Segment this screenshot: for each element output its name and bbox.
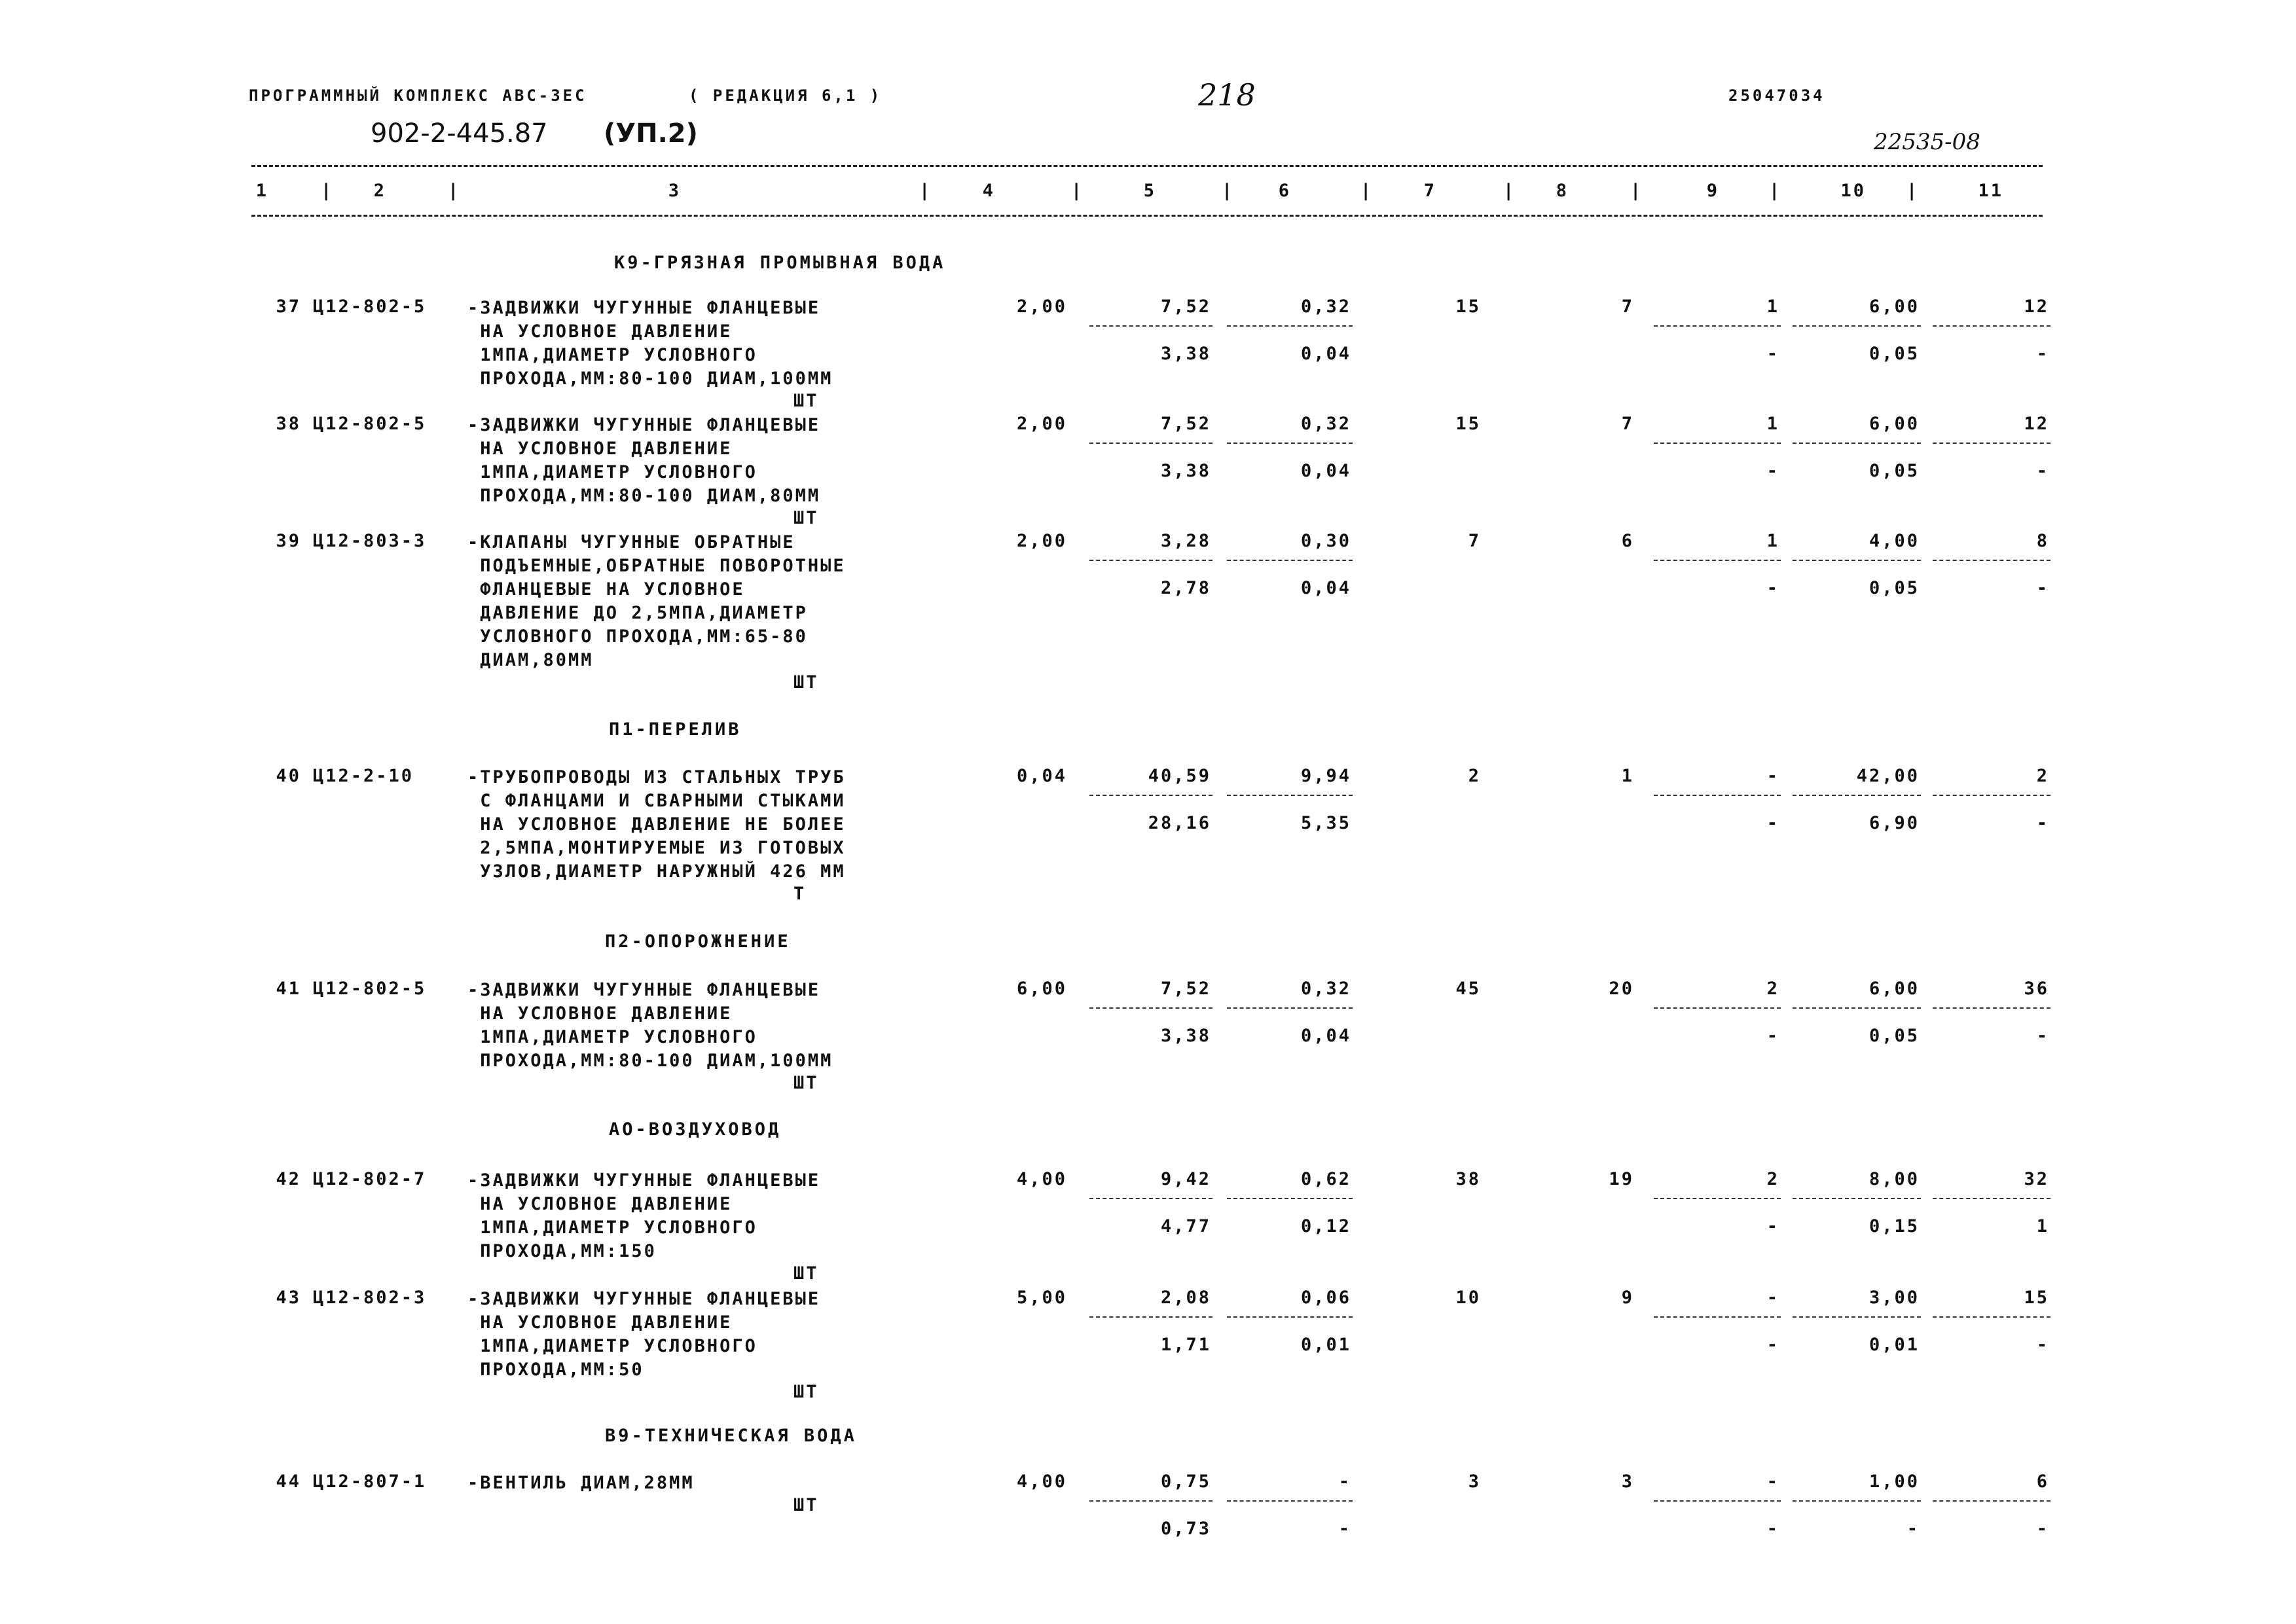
column-header: 6: [1278, 181, 1291, 201]
section-heading: В9-ТЕХНИЧЕСКАЯ ВОДА: [605, 1426, 857, 1446]
cell-c10b: -: [1906, 1519, 1920, 1539]
column-header: 8: [1556, 181, 1569, 201]
fraction-rule: [1654, 1007, 1781, 1009]
fraction-rule: [1227, 1198, 1353, 1199]
cell-c6b: 0,04: [1300, 461, 1351, 481]
cell-c9b: -: [1766, 461, 1779, 481]
work-description: -ЗАДВИЖКИ ЧУГУННЫЕ ФЛАНЦЕВЫЕ НА УСЛОВНОЕ ДАВЛЕНИЕ 1МПА,ДИАМЕТР УСЛОВНОГО ПРОХОДА,ММ:80-100 ДИАМ,100ММ: [467, 980, 833, 1071]
unit-label: ШТ: [793, 391, 819, 411]
cell-c5: 7,52: [1160, 414, 1211, 434]
cell-c9: -: [1766, 1288, 1779, 1308]
cell-c11: 2: [2036, 766, 2049, 786]
cell-c10b: 0,05: [1868, 461, 1920, 481]
cell-c9b: -: [1766, 578, 1779, 598]
cell-c9: 2: [1766, 979, 1779, 999]
column-header: 9: [1706, 181, 1719, 201]
column-header: 11: [1978, 181, 2003, 201]
cell-c9b: -: [1766, 1026, 1779, 1046]
cell-c11b: -: [2036, 813, 2049, 833]
cell-c6b: 5,35: [1300, 813, 1351, 833]
cell-c6b: 0,01: [1300, 1335, 1351, 1355]
cell-c9: 1: [1766, 297, 1779, 317]
cell-c5b: 3,38: [1160, 461, 1211, 481]
fraction-rule: [1089, 1007, 1212, 1009]
cell-c6: 0,06: [1300, 1288, 1351, 1308]
fraction-rule: [1793, 325, 1921, 327]
section-heading: К9-ГРЯЗНАЯ ПРОМЫВНАЯ ВОДА: [614, 253, 946, 273]
cell-c4: 6,00: [1016, 979, 1067, 999]
column-header: 2: [373, 181, 386, 201]
fraction-rule: [1089, 1198, 1212, 1199]
cell-c11: 15: [2024, 1288, 2049, 1308]
cell-c5b: 0,73: [1160, 1519, 1211, 1539]
fraction-rule: [1793, 442, 1921, 444]
work-description: -ЗАДВИЖКИ ЧУГУННЫЕ ФЛАНЦЕВЫЕ НА УСЛОВНОЕ ДАВЛЕНИЕ 1МПА,ДИАМЕТР УСЛОВНОГО ПРОХОДА,ММ:80-100 ДИАМ,100ММ: [467, 298, 833, 389]
fraction-rule: [1793, 1198, 1921, 1199]
cell-c7: 15: [1455, 297, 1481, 317]
cell-c11b: -: [2036, 344, 2049, 364]
fraction-rule: [1654, 560, 1781, 561]
cell-c11b: -: [2036, 1335, 2049, 1355]
cell-c5: 40,59: [1148, 766, 1211, 786]
cell-c10: 6,00: [1868, 414, 1920, 434]
norm-code: Ц12-802-3: [313, 1288, 427, 1308]
cell-c7: 45: [1455, 979, 1481, 999]
cell-c11b: -: [2036, 461, 2049, 481]
unit-label: ШТ: [793, 1495, 819, 1515]
fraction-rule: [1227, 795, 1353, 796]
cell-c8: 1: [1621, 766, 1634, 786]
fraction-rule: [1933, 560, 2050, 561]
cell-c10: 8,00: [1868, 1169, 1920, 1189]
cell-c7: 2: [1468, 766, 1481, 786]
cell-c10: 1,00: [1868, 1471, 1920, 1492]
row-number: 41: [276, 979, 301, 999]
row-number: 38: [276, 414, 301, 434]
cell-c5b: 2,78: [1160, 578, 1211, 598]
cell-c6: 0,30: [1300, 531, 1351, 551]
fraction-rule: [1089, 325, 1212, 327]
cell-c5b: 28,16: [1148, 813, 1211, 833]
cell-c7: 15: [1455, 414, 1481, 434]
fraction-rule: [1933, 795, 2050, 796]
cell-c10b: 0,05: [1868, 578, 1920, 598]
fraction-rule: [1654, 1316, 1781, 1318]
cell-c11: 36: [2024, 979, 2049, 999]
cell-c11: 12: [2024, 414, 2049, 434]
fraction-rule: [1793, 560, 1921, 561]
norm-code: Ц12-802-7: [313, 1169, 427, 1189]
cell-c8: 20: [1609, 979, 1634, 999]
unit-label: ШТ: [793, 672, 819, 693]
cell-c5b: 3,38: [1160, 1026, 1211, 1046]
cell-c5: 9,42: [1160, 1169, 1211, 1189]
fraction-rule: [1654, 795, 1781, 796]
cell-c6: 0,62: [1300, 1169, 1351, 1189]
cell-c8: 19: [1609, 1169, 1634, 1189]
cell-c11: 12: [2024, 297, 2049, 317]
cell-c11b: 1: [2036, 1216, 2049, 1236]
fraction-rule: [1089, 560, 1212, 561]
cell-c4: 2,00: [1016, 531, 1067, 551]
cell-c4: 4,00: [1016, 1169, 1067, 1189]
cell-c4: 2,00: [1016, 297, 1067, 317]
fraction-rule: [1227, 442, 1353, 444]
cell-c6b: 0,12: [1300, 1216, 1351, 1236]
header-bottom-rule: [251, 215, 2043, 217]
fraction-rule: [1227, 1316, 1353, 1318]
row-number: 44: [276, 1471, 301, 1492]
column-separator: |: [1222, 181, 1235, 201]
column-separator: |: [919, 181, 932, 201]
column-header: 10: [1840, 181, 1866, 201]
row-number: 40: [276, 766, 301, 786]
fraction-rule: [1793, 1500, 1921, 1502]
fraction-rule: [1654, 325, 1781, 327]
cell-c6: 0,32: [1300, 297, 1351, 317]
unit-label: Т: [793, 884, 807, 904]
column-header: 3: [668, 181, 681, 201]
work-description: -ЗАДВИЖКИ ЧУГУННЫЕ ФЛАНЦЕВЫЕ НА УСЛОВНОЕ ДАВЛЕНИЕ 1МПА,ДИАМЕТР УСЛОВНОГО ПРОХОДА,ММ:150: [467, 1170, 821, 1261]
work-description: -КЛАПАНЫ ЧУГУННЫЕ ОБРАТНЫЕ ПОДЪЕМНЫЕ,ОБРАТНЫЕ ПОВОРОТНЫЕ ФЛАНЦЕВЫЕ НА УСЛОВНОЕ ДАВЛЕНИЕ ДО 2,5МПА,ДИАМЕТР УСЛОВНОГО ПРОХОДА,ММ:65-80 ДИАМ,80ММ: [467, 532, 846, 670]
cell-c8: 9: [1621, 1288, 1634, 1308]
cell-c11b: -: [2036, 578, 2049, 598]
fraction-rule: [1089, 1316, 1212, 1318]
column-separator: |: [321, 181, 334, 201]
cell-c5b: 4,77: [1160, 1216, 1211, 1236]
norm-code: Ц12-807-1: [313, 1471, 427, 1492]
norm-code: Ц12-802-5: [313, 979, 427, 999]
column-separator: |: [1906, 181, 1920, 201]
cell-c9: 1: [1766, 414, 1779, 434]
cell-c10: 42,00: [1856, 766, 1920, 786]
fraction-rule: [1227, 1500, 1353, 1502]
header-top-rule: [251, 165, 2043, 167]
column-header: 4: [982, 181, 995, 201]
norm-code: Ц12-802-5: [313, 297, 427, 317]
cell-c11: 32: [2024, 1169, 2049, 1189]
cell-c9b: -: [1766, 344, 1779, 364]
norm-code: Ц12-2-10: [313, 766, 414, 786]
cell-c6: 0,32: [1300, 979, 1351, 999]
unit-label: ШТ: [793, 1263, 819, 1284]
fraction-rule: [1933, 1007, 2050, 1009]
row-number: 42: [276, 1169, 301, 1189]
cell-c5: 0,75: [1160, 1471, 1211, 1492]
edition-label: ( РЕДАКЦИЯ 6,1 ): [689, 86, 883, 105]
cell-c6b: -: [1338, 1519, 1351, 1539]
column-header: 7: [1423, 181, 1436, 201]
cell-c10: 3,00: [1868, 1288, 1920, 1308]
fraction-rule: [1227, 560, 1353, 561]
cell-c8: 3: [1621, 1471, 1634, 1492]
cell-c11: 8: [2036, 531, 2049, 551]
page-number: 218: [1198, 77, 1256, 113]
cell-c9: -: [1766, 1471, 1779, 1492]
column-separator: |: [1503, 181, 1516, 201]
cell-c10b: 0,01: [1868, 1335, 1920, 1355]
cell-c10: 6,00: [1868, 979, 1920, 999]
unit-label: ШТ: [793, 1073, 819, 1093]
cell-c10b: 0,05: [1868, 1026, 1920, 1046]
column-header: 1: [255, 181, 268, 201]
unit-label: ШТ: [793, 1382, 819, 1402]
fraction-rule: [1793, 1007, 1921, 1009]
row-number: 39: [276, 531, 301, 551]
work-description: -ЗАДВИЖКИ ЧУГУННЫЕ ФЛАНЦЕВЫЕ НА УСЛОВНОЕ ДАВЛЕНИЕ 1МПА,ДИАМЕТР УСЛОВНОГО ПРОХОДА,ММ:50: [467, 1289, 821, 1380]
fraction-rule: [1933, 1316, 2050, 1318]
fraction-rule: [1089, 442, 1212, 444]
cell-c11b: -: [2036, 1026, 2049, 1046]
column-separator: |: [1769, 181, 1782, 201]
stamp-number: 22535-08: [1874, 129, 1980, 155]
fraction-rule: [1793, 1316, 1921, 1318]
fraction-rule: [1654, 1500, 1781, 1502]
document-code: 25047034: [1728, 86, 1825, 105]
fraction-rule: [1933, 1198, 2050, 1199]
fraction-rule: [1933, 442, 2050, 444]
cell-c10b: 0,15: [1868, 1216, 1920, 1236]
cell-c4: 4,00: [1016, 1471, 1067, 1492]
column-header: 5: [1143, 181, 1156, 201]
cell-c5: 2,08: [1160, 1288, 1211, 1308]
cell-c10b: 0,05: [1868, 344, 1920, 364]
cell-c7: 10: [1455, 1288, 1481, 1308]
fraction-rule: [1089, 795, 1212, 796]
cell-c4: 0,04: [1016, 766, 1067, 786]
cell-c5b: 3,38: [1160, 344, 1211, 364]
cell-c7: 7: [1468, 531, 1481, 551]
fraction-rule: [1089, 1500, 1212, 1502]
unit-label: ШТ: [793, 508, 819, 528]
cell-c9b: -: [1766, 813, 1779, 833]
fraction-rule: [1654, 442, 1781, 444]
cell-c9b: -: [1766, 1216, 1779, 1236]
fraction-rule: [1227, 1007, 1353, 1009]
cell-c9: -: [1766, 766, 1779, 786]
fraction-rule: [1227, 325, 1353, 327]
cell-c6b: 0,04: [1300, 1026, 1351, 1046]
cell-c8: 6: [1621, 531, 1634, 551]
row-number: 43: [276, 1288, 301, 1308]
cell-c6: 9,94: [1300, 766, 1351, 786]
doc-number: 902-2-445.87: [371, 118, 548, 149]
section-heading: АО-ВОЗДУХОВОД: [609, 1119, 782, 1140]
cell-c6b: 0,04: [1300, 578, 1351, 598]
cell-c8: 7: [1621, 297, 1634, 317]
fraction-rule: [1933, 325, 2050, 327]
cell-c9: 2: [1766, 1169, 1779, 1189]
cell-c10b: 6,90: [1868, 813, 1920, 833]
column-separator: |: [1630, 181, 1643, 201]
section-heading: П1-ПЕРЕЛИВ: [609, 719, 742, 740]
cell-c5b: 1,71: [1160, 1335, 1211, 1355]
cell-c6: -: [1338, 1471, 1351, 1492]
cell-c9b: -: [1766, 1519, 1779, 1539]
column-separator: |: [1071, 181, 1084, 201]
norm-code: Ц12-802-5: [313, 414, 427, 434]
column-separator: |: [1360, 181, 1374, 201]
cell-c9b: -: [1766, 1335, 1779, 1355]
section-heading: П2-ОПОРОЖНЕНИЕ: [605, 931, 791, 952]
album-label: (УП.2): [604, 118, 698, 149]
cell-c5: 3,28: [1160, 531, 1211, 551]
program-title: ПРОГРАММНЫЙ КОМПЛЕКС АВС-ЗЕС: [249, 86, 587, 105]
fraction-rule: [1933, 1500, 2050, 1502]
cell-c11b: -: [2036, 1519, 2049, 1539]
work-description: -ВЕНТИЛЬ ДИАМ,28ММ: [467, 1473, 695, 1493]
cell-c10: 6,00: [1868, 297, 1920, 317]
cell-c4: 2,00: [1016, 414, 1067, 434]
cell-c7: 38: [1455, 1169, 1481, 1189]
work-description: -ЗАДВИЖКИ ЧУГУННЫЕ ФЛАНЦЕВЫЕ НА УСЛОВНОЕ ДАВЛЕНИЕ 1МПА,ДИАМЕТР УСЛОВНОГО ПРОХОДА,ММ:80-100 ДИАМ,80ММ: [467, 415, 821, 506]
cell-c9: 1: [1766, 531, 1779, 551]
norm-code: Ц12-803-3: [313, 531, 427, 551]
column-separator: |: [448, 181, 461, 201]
cell-c8: 7: [1621, 414, 1634, 434]
row-number: 37: [276, 297, 301, 317]
work-description: -ТРУБОПРОВОДЫ ИЗ СТАЛЬНЫХ ТРУБ С ФЛАНЦАМИ И СВАРНЫМИ СТЫКАМИ НА УСЛОВНОЕ ДАВЛЕНИЕ НЕ БОЛЕЕ 2,5МПА,МОНТИРУЕМЫЕ ИЗ ГОТОВЫХ УЗЛОВ,ДИАМЕТР НАРУЖНЫЙ 426 ММ: [467, 767, 846, 882]
cell-c7: 3: [1468, 1471, 1481, 1492]
cell-c5: 7,52: [1160, 297, 1211, 317]
fraction-rule: [1793, 795, 1921, 796]
fraction-rule: [1654, 1198, 1781, 1199]
cell-c11: 6: [2036, 1471, 2049, 1492]
cell-c6b: 0,04: [1300, 344, 1351, 364]
cell-c4: 5,00: [1016, 1288, 1067, 1308]
cell-c10: 4,00: [1868, 531, 1920, 551]
cell-c5: 7,52: [1160, 979, 1211, 999]
cell-c6: 0,32: [1300, 414, 1351, 434]
